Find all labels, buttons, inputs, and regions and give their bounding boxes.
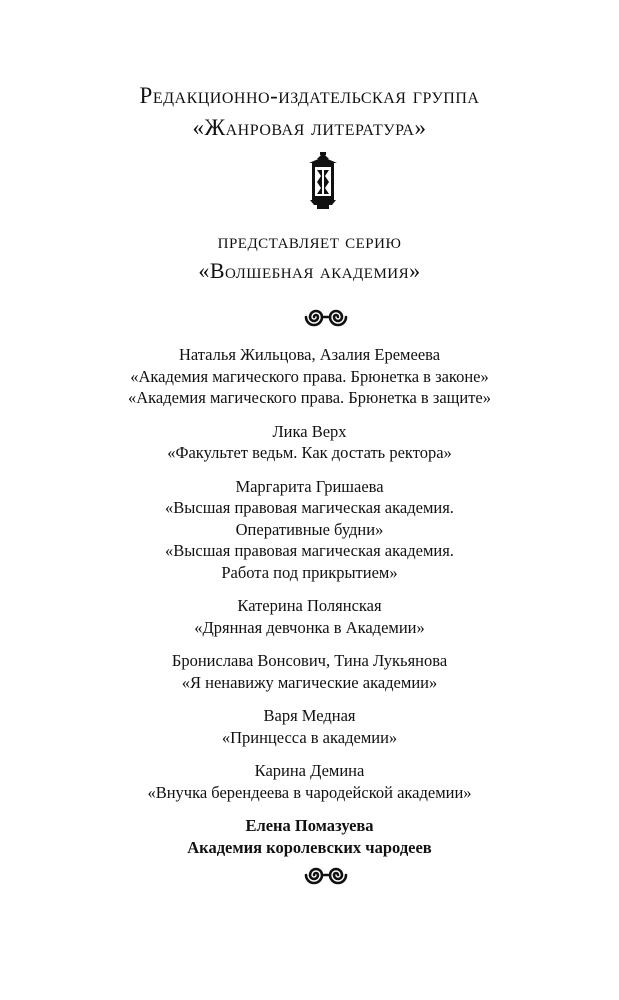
book-title: «Внучка берендеева в чародейской академии» bbox=[147, 782, 472, 802]
series-title: «Волшебная академия» bbox=[198, 258, 421, 283]
series-intro-text: представляет серию bbox=[217, 229, 402, 253]
featured-book bbox=[0, 815, 619, 858]
featured-author: Елена Помазуева bbox=[245, 816, 374, 835]
list-item bbox=[0, 650, 619, 693]
book-title: «Принцесса в академии» bbox=[221, 727, 398, 747]
book-author: Лика Верх bbox=[272, 421, 347, 441]
book-author: Наталья Жильцова, Азалия Еремеева bbox=[178, 345, 441, 364]
double-spiral-ornament-icon bbox=[302, 306, 350, 328]
double-spiral-ornament-icon bbox=[302, 864, 350, 886]
book-title: «Факультет ведьм. Как достать ректора» bbox=[167, 443, 452, 462]
list-item bbox=[0, 595, 619, 638]
book-author: Катерина Полянская bbox=[237, 596, 382, 615]
book-author: Варя Медная bbox=[263, 706, 356, 725]
lantern-logo-icon bbox=[305, 152, 341, 210]
book-title: «Я ненавижу магические академии» bbox=[181, 672, 438, 692]
book-title: «Академия магического права. Брюнетка в защите» bbox=[128, 388, 491, 407]
book-author: Маргарита Гришаева bbox=[235, 476, 384, 496]
book-title: «Высшая правовая магическая академия. bbox=[165, 541, 454, 560]
publisher-name: Редакционно-издательская группа bbox=[139, 83, 480, 108]
list-item bbox=[0, 760, 619, 803]
list-item bbox=[0, 476, 619, 584]
book-list bbox=[0, 344, 619, 870]
book-author: Карина Демина bbox=[254, 761, 365, 780]
book-title: «Дрянная девчонка в Академии» bbox=[194, 617, 425, 637]
book-title: Работа под прикрытием» bbox=[221, 562, 398, 582]
book-author: Бронислава Вонсович, Тина Лукьянова bbox=[171, 651, 448, 670]
featured-title: Академия королевских чародеев bbox=[187, 837, 432, 857]
book-title: «Высшая правовая магическая академия. bbox=[165, 498, 454, 517]
book-title: Оперативные будни» bbox=[235, 519, 384, 539]
list-item bbox=[0, 344, 619, 409]
publisher-imprint: «Жанровая литература» bbox=[192, 115, 427, 140]
list-item bbox=[0, 705, 619, 748]
book-title: «Академия магического права. Брюнетка в законе» bbox=[130, 366, 489, 386]
list-item bbox=[0, 421, 619, 464]
